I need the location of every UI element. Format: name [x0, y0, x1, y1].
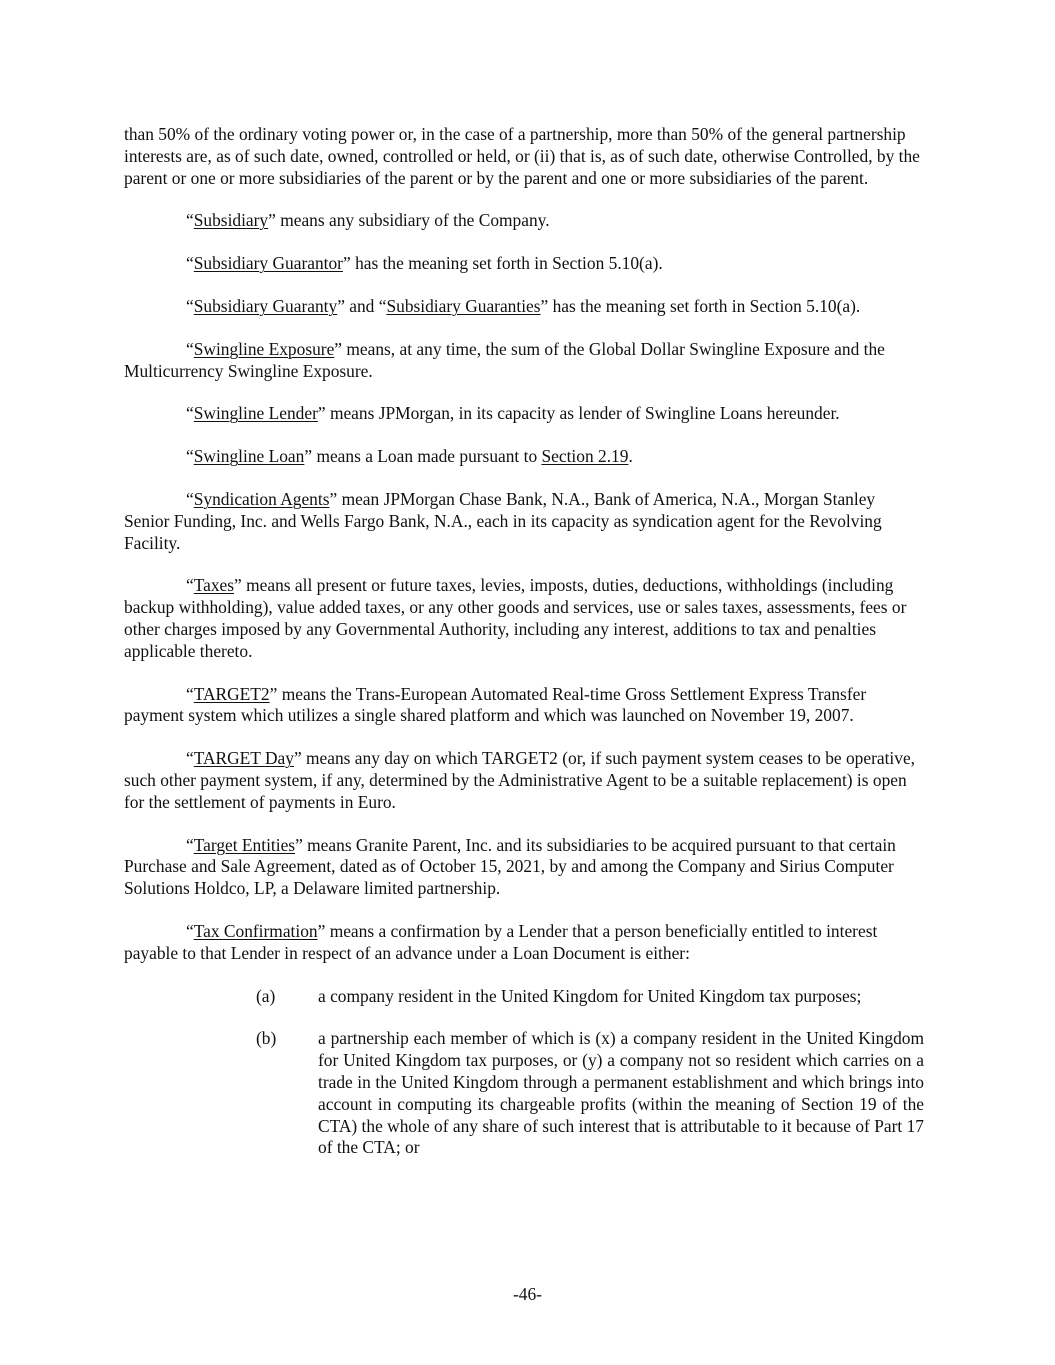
definition-tax-confirmation: “Tax Confirmation” means a confirmation by a Lender that a person beneficially entitled to interest payable to that Lender in respect of an advance under a Loan Document is either: [124, 920, 878, 963]
definition-swingline-loan: “Swingline Loan” means a Loan made pursuant to Section 2.19. [186, 446, 633, 467]
defined-term: Target Entities [193, 834, 296, 855]
definition-text: means Granite Parent, Inc. and its subsidiaries to be acquired pursuant to that certain Purchase and Sale Agreement, dated as of October 15, 2021, by and among the Company and Sirius Computer Solutions Holdco, LP, a Delaware limited partnership. [124, 834, 896, 899]
defined-term: Subsidiary Guarantor [193, 253, 343, 274]
definition-subsidiary-guarantor: “Subsidiary Guarantor” has the meaning set forth in Section 5.10(a). [186, 253, 663, 274]
definition-text: means a confirmation by a Lender that a person beneficially entitled to interest payable to that Lender in respect of an advance under a Loan Document is either: [124, 920, 878, 963]
clause-text: a partnership each member of which is (x) a company resident in the United Kingdom for United Kingdom tax purposes, or (y) a company not so resident which carries on a trade in the United Kingdom through a permanent establishment and which brings into account in computing its chargeable profits (within the meaning of Section 19 of the CTA) the whole of any share of such interest that is attributable to it because of Part 17 of the CTA; or [318, 1028, 924, 1158]
definition-subsidiary-guaranty: “Subsidiary Guaranty” and “Subsidiary Guaranties” has the meaning set forth in Section 5.10(a). [186, 295, 861, 316]
definition-target2: “TARGET2” means the Trans-European Automated Real-time Gross Settlement Express Transfer payment system which utilizes a single shared platform and which was launched on November 19, 2007. [124, 683, 867, 726]
definition-text: means the Trans-European Automated Real-time Gross Settlement Express Transfer payment system which utilizes a single shared platform and which was launched on November 19, 2007. [124, 683, 867, 726]
clause-label: (b) [256, 1028, 277, 1049]
definition-subsidiary: “Subsidiary” means any subsidiary of the Company. [186, 210, 550, 231]
clause-a [124, 986, 924, 1008]
definition-swingline-exposure: “Swingline Exposure” means, at any time, the sum of the Global Dollar Swingline Exposure and the Multicurrency Swingline Exposure. [124, 338, 885, 381]
defined-term: Swingline Lender [193, 403, 318, 424]
defined-term: Tax Confirmation [193, 920, 318, 941]
definition-end: . [628, 446, 633, 467]
definition-connector: and “ [344, 295, 387, 316]
defined-term: Syndication Agents [193, 488, 330, 509]
definition-target-entities: “Target Entities” means Granite Parent, Inc. and its subsidiaries to be acquired pursuant to that certain Purchase and Sale Agreement, dated as of October 15, 2021, by and among the Company and Sirius Computer Solutions Holdco, LP, a Delaware limited partnership. [124, 834, 896, 899]
definition-text: means a Loan made pursuant to [312, 446, 542, 467]
document-body [124, 124, 924, 1180]
defined-term: Subsidiary Guaranties [386, 295, 541, 316]
intro-paragraph: than 50% of the ordinary voting power or, in the case of a partnership, more than 50% of the general partnership interests are, as of such date, owned, controlled or held, or (ii) that is, as of such date, otherwise Controlled, by the parent or one or more subsidiaries of the parent or by the parent and one or more subsidiaries of the parent. [124, 124, 920, 188]
defined-term: Subsidiary Guaranty [193, 295, 338, 316]
definition-text: means, at any time, the sum of the Global Dollar Swingline Exposure and the Multicurrency Swingline Exposure. [124, 338, 885, 381]
defined-term: Swingline Loan [193, 446, 305, 467]
definition-swingline-lender: “Swingline Lender” means JPMorgan, in its capacity as lender of Swingline Loans hereunder. [186, 403, 840, 424]
definition-text: means any day on which TARGET2 (or, if such payment system ceases to be operative, such other payment system, if any, determined by the Administrative Agent to be a suitable replacement) is open for the settlement of payments in Euro. [124, 748, 916, 812]
clause-b [124, 1028, 924, 1159]
clause-label: (a) [256, 985, 276, 1006]
definition-text: means any subsidiary of the Company. [275, 210, 550, 231]
clause-text: a company resident in the United Kingdom for United Kingdom tax purposes; [318, 985, 862, 1006]
defined-term: Taxes [193, 575, 235, 596]
definition-text: has the meaning set forth in Section 5.10(a). [548, 295, 861, 316]
definition-text: means JPMorgan, in its capacity as lender of Swingline Loans hereunder. [325, 403, 840, 424]
definition-syndication-agents: “Syndication Agents” mean JPMorgan Chase Bank, N.A., Bank of America, N.A., Morgan Stanley Senior Funding, Inc. and Wells Fargo Bank, N.A., each in its capacity as syndication agent for the Revolving Facility. [124, 488, 882, 553]
defined-term: TARGET2 [193, 683, 270, 704]
definition-target-day: “TARGET Day” means any day on which TARGET2 (or, if such payment system ceases to be operative, such other payment system, if any, determined by the Administrative Agent to be a suitable replacement) is open for the settlement of payments in Euro. [124, 748, 916, 812]
page-number: -46- [513, 1284, 542, 1304]
section-reference: Section 2.19 [541, 446, 629, 467]
definition-text: means all present or future taxes, levies, imposts, duties, deductions, withholdings (including backup withholding), value added taxes, or any other goods and services, use or sales taxes, assessments, fees or other charges imposed by any Governmental Authority, including any interest, additions to tax and penalties applicable thereto. [124, 575, 907, 661]
defined-term: TARGET Day [193, 748, 294, 769]
definition-text: mean JPMorgan Chase Bank, N.A., Bank of America, N.A., Morgan Stanley Senior Funding, Inc. and Wells Fargo Bank, N.A., each in its capacity as syndication agent for the Revolving Facility. [124, 488, 882, 553]
defined-term: Subsidiary [193, 210, 269, 231]
definition-text: has the meaning set forth in Section 5.10(a). [350, 253, 663, 274]
definition-taxes: “Taxes” means all present or future taxes, levies, imposts, duties, deductions, withholdings (including backup withholding), value added taxes, or any other goods and services, use or sales taxes, assessments, fees or other charges imposed by any Governmental Authority, including any interest, additions to tax and penalties applicable thereto. [124, 575, 907, 661]
defined-term: Swingline Exposure [193, 338, 335, 359]
